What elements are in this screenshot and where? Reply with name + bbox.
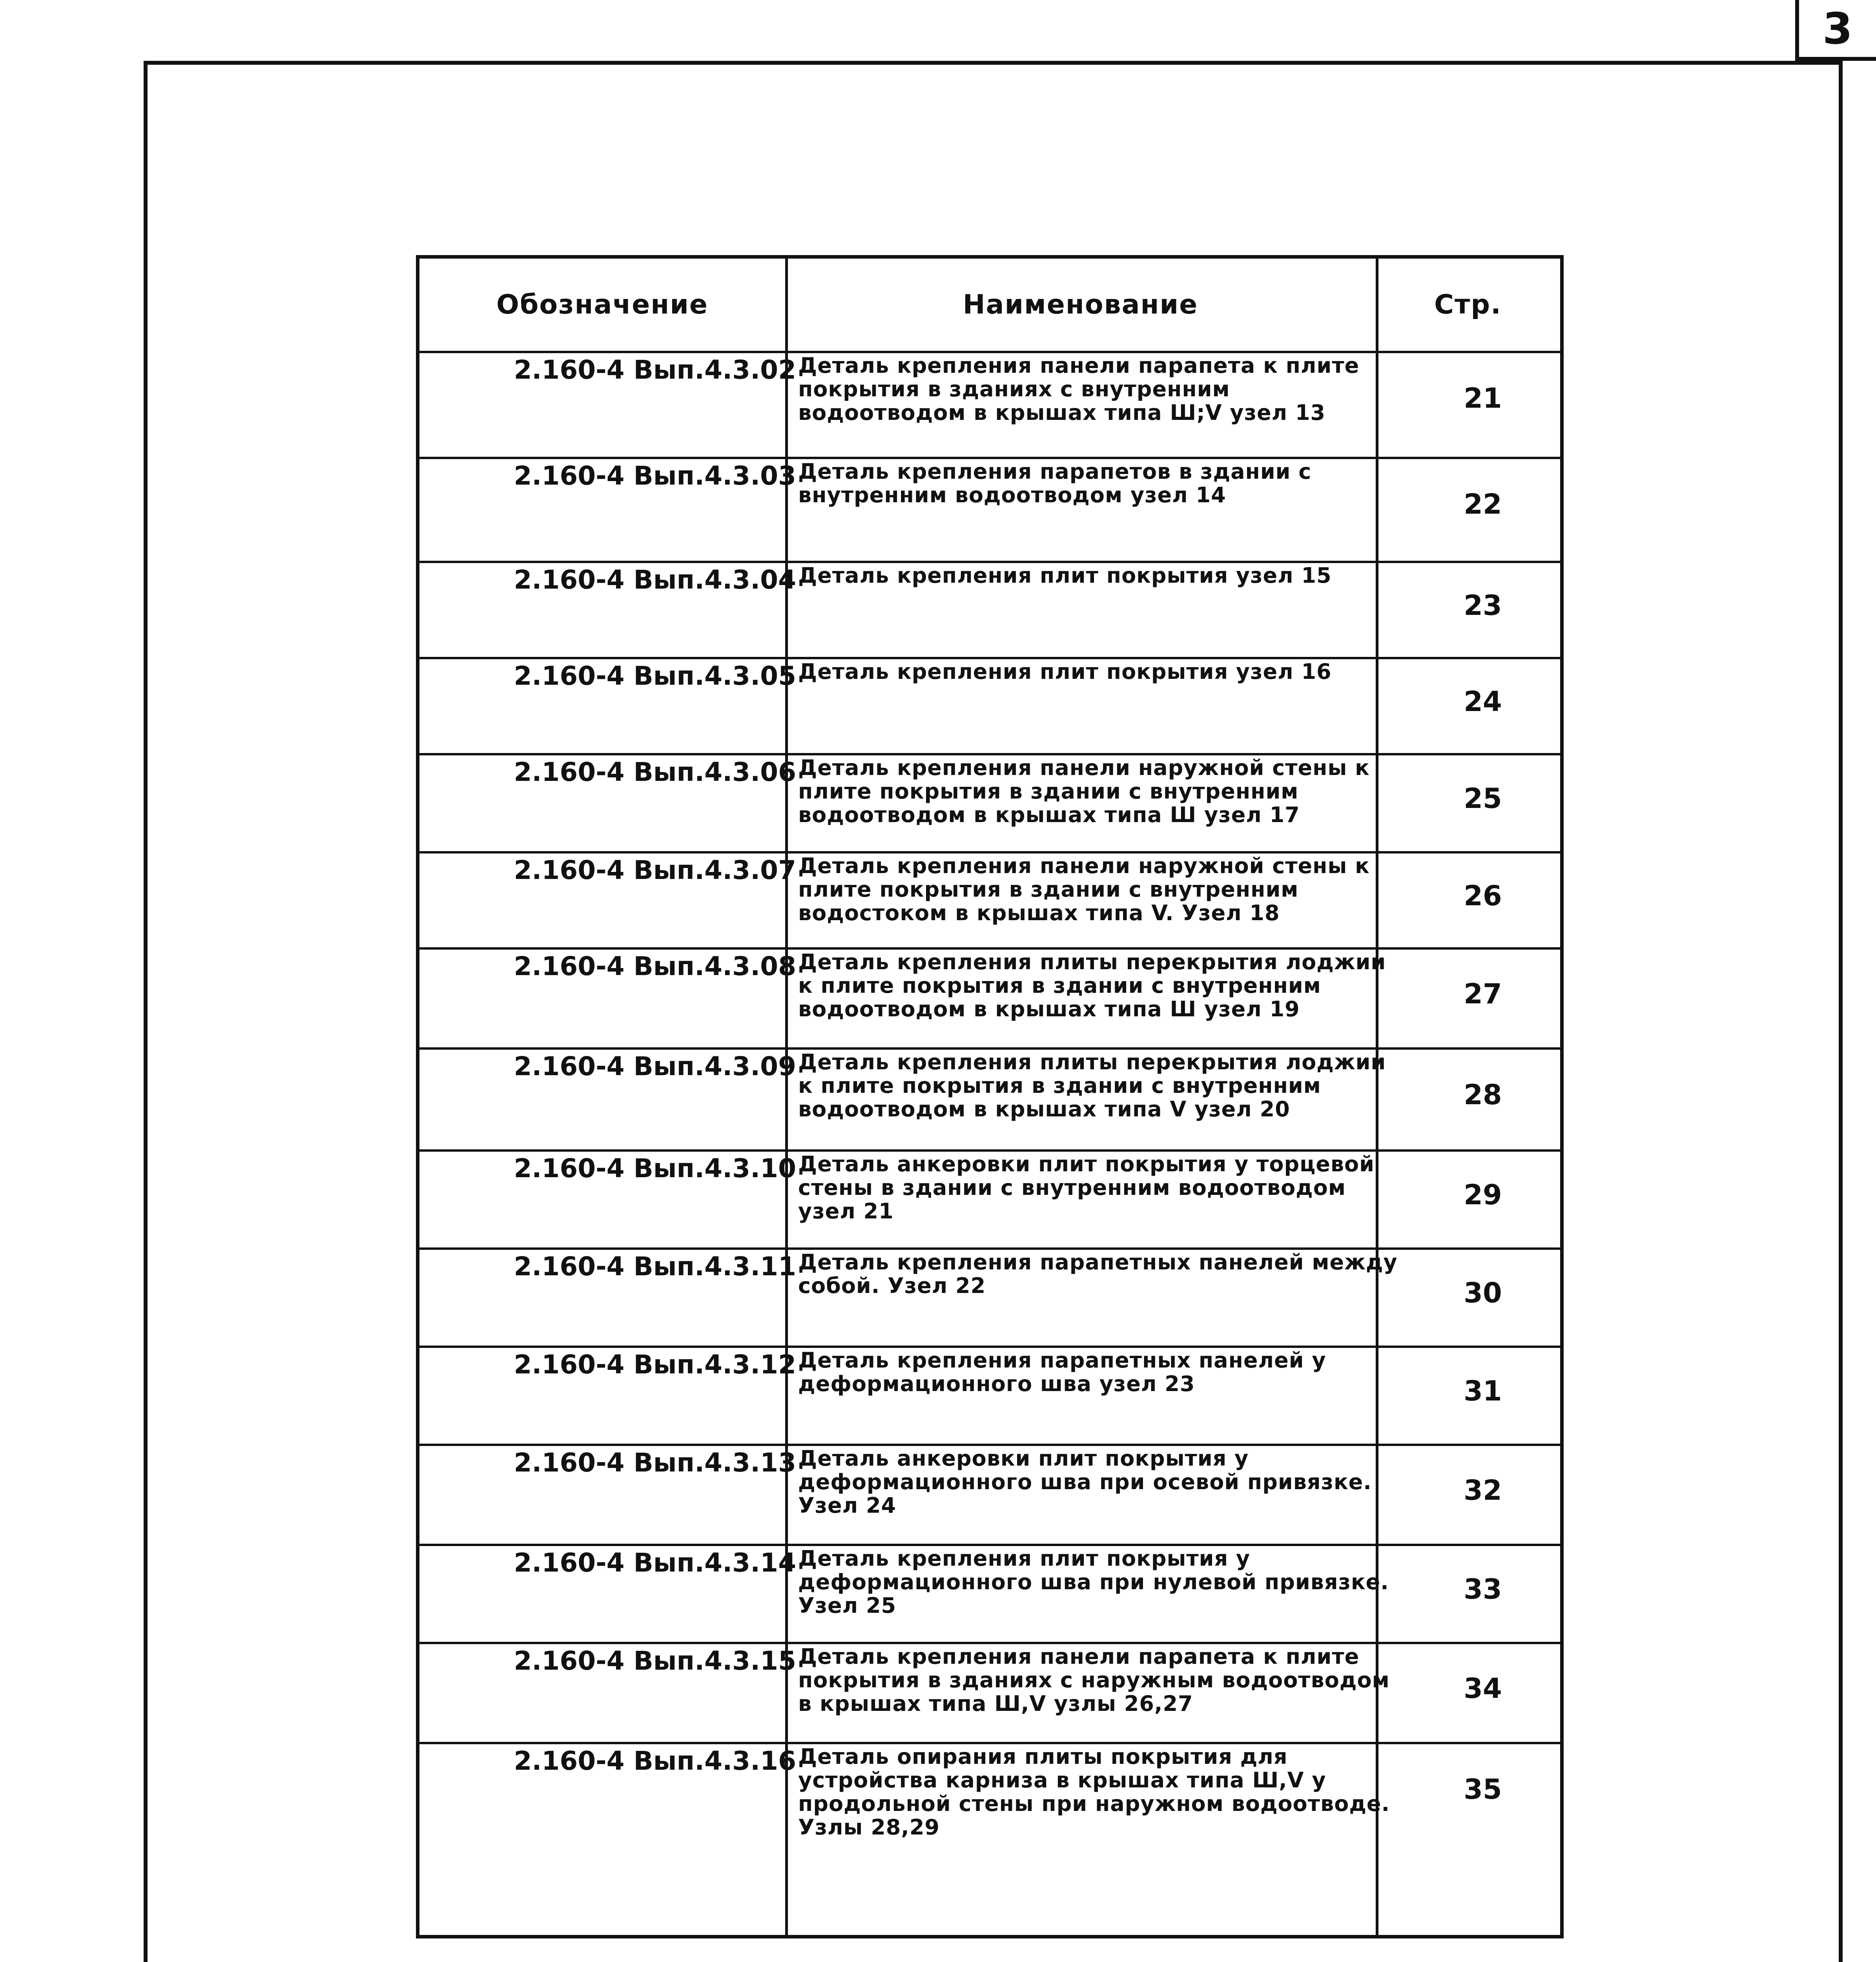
row-page: 32 [1464,1474,1502,1506]
table-row [419,1642,1560,1742]
row-name: Деталь крепления панели парапета к плите покрытия в зданиях с внутренним водоотводом в крышах типа Ш;V узел 13 [798,353,1360,425]
row-page: 31 [1464,1375,1502,1407]
row-name: Деталь крепления плиты перекрытия лоджии к плите покрытия в здании с внутренним водоотводом в крышах типа V узел 20 [798,1050,1386,1121]
row-name: Деталь крепления панели наружной стены к плите покрытия в здании с внутренним водостоком в крышах типа V. Узел 18 [798,853,1370,925]
table-row [419,1346,1560,1444]
row-page: 21 [1464,382,1502,414]
table-row [419,561,1560,657]
row-name: Деталь крепления парапетных панелей у деформационного шва узел 23 [798,1348,1326,1396]
table-row [419,753,1560,851]
row-name: Деталь крепления плит покрытия узел 16 [798,659,1332,684]
row-code: 2.160-4 Вып.4.3.12 [514,1349,796,1380]
row-name: Деталь анкеровки плит покрытия у деформационного шва при осевой привязке. Узел 24 [798,1446,1372,1518]
row-name: Деталь крепления плит покрытия у деформационного шва при нулевой привязке. Узел 25 [798,1546,1389,1618]
row-page: 24 [1464,685,1502,718]
row-code: 2.160-4 Вып.4.3.02 [514,355,796,385]
row-page: 23 [1464,589,1502,622]
row-code: 2.160-4 Вып.4.3.03 [514,461,796,491]
row-page: 27 [1464,977,1502,1010]
row-code: 2.160-4 Вып.4.3.07 [514,855,796,885]
row-code: 2.160-4 Вып.4.3.15 [514,1646,796,1676]
row-code: 2.160-4 Вып.4.3.09 [514,1051,796,1081]
row-code: 2.160-4 Вып.4.3.14 [514,1548,796,1578]
row-name: Деталь крепления парапетных панелей между собой. Узел 22 [798,1250,1398,1298]
row-page: 28 [1464,1079,1502,1111]
header-code: Обозначение [496,289,708,320]
row-code: 2.160-4 Вып.4.3.08 [514,951,796,981]
row-name: Деталь анкеровки плит покрытия у торцевой стены в здании с внутренним водоотводом узел 21 [798,1152,1375,1224]
row-code: 2.160-4 Вып.4.3.04 [514,565,796,595]
row-page: 26 [1464,879,1502,912]
row-code: 2.160-4 Вып.4.3.05 [514,661,796,691]
row-code: 2.160-4 Вып.4.3.16 [514,1746,796,1776]
table-row [419,1149,1560,1247]
table-row [419,657,1560,753]
row-name: Деталь крепления панели наружной стены к плите покрытия в здании с внутренним водоотводом в крышах типа Ш узел 17 [798,755,1370,827]
row-page: 34 [1464,1672,1502,1705]
row-page: 22 [1464,488,1502,520]
table-row [419,1047,1560,1149]
table-row [419,1444,1560,1544]
row-name: Деталь крепления плиты перекрытия лоджии к плите покрытия в здании с внутренним водоотводом в крышах типа Ш узел 19 [798,950,1386,1021]
contents-table [416,255,1564,1938]
table-row [419,1247,1560,1346]
row-code: 2.160-4 Вып.4.3.11 [514,1251,796,1282]
header-name: Наименование [963,289,1198,320]
row-page: 25 [1464,782,1502,815]
row-name: Деталь крепления парапетов в здании с внутренним водоотводом узел 14 [798,459,1312,507]
row-page: 35 [1464,1773,1502,1805]
table-row [419,351,1560,457]
row-name: Деталь крепления панели парапета к плите покрытия в зданиях с наружным водоотводом в крышах типа Ш,V узлы 26,27 [798,1644,1390,1716]
table-row [419,1544,1560,1642]
row-page: 29 [1464,1179,1502,1211]
table-row [419,457,1560,561]
row-code: 2.160-4 Вып.4.3.13 [514,1448,796,1478]
row-code: 2.160-4 Вып.4.3.06 [514,757,796,787]
row-code: 2.160-4 Вып.4.3.10 [514,1153,796,1183]
header-page: Стр. [1434,289,1502,320]
table-row [419,947,1560,1047]
table-row [419,851,1560,947]
row-page: 30 [1464,1277,1502,1309]
sheet-number: 3 [1795,0,1876,61]
row-page: 33 [1464,1573,1502,1605]
row-name: Деталь крепления плит покрытия узел 15 [798,563,1332,588]
row-name: Деталь опирания плиты покрытия для устройства карниза в крышах типа Ш,V у продольной стены при наружном водоотводе. Узлы 28,29 [798,1744,1390,1840]
table-row [419,1742,1560,1935]
